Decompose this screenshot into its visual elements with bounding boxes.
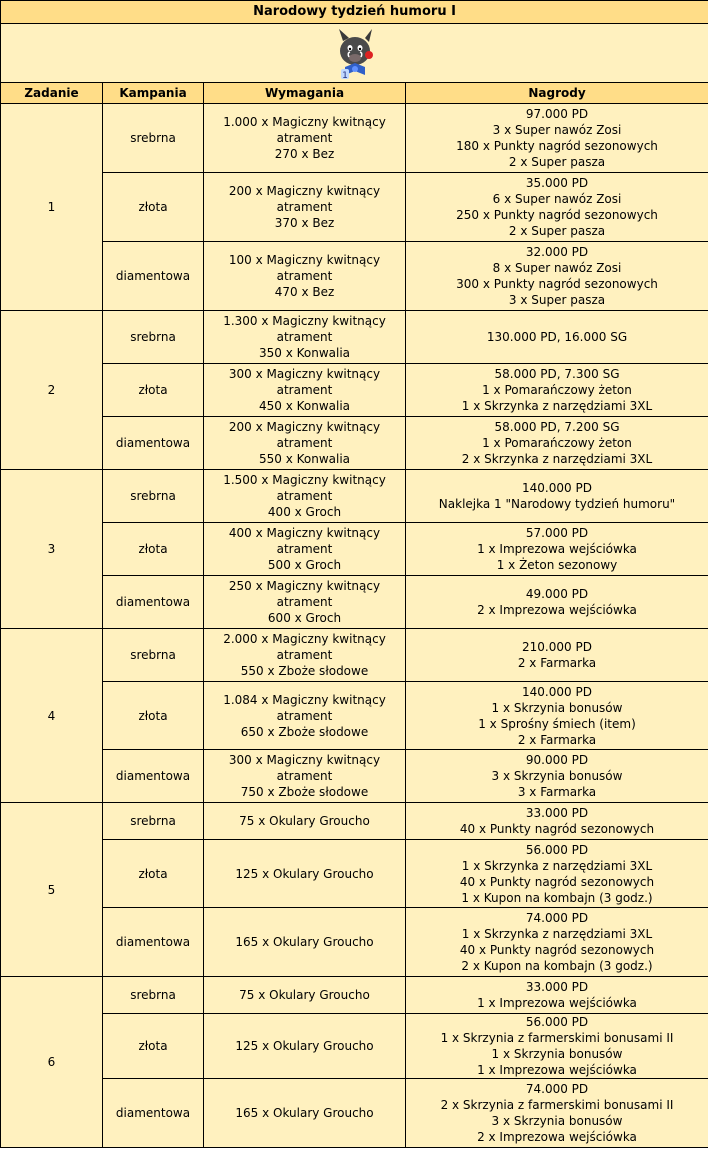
- reward-line: 74.000 PD: [525, 1082, 589, 1096]
- requirement-line: 165 x Okulary Groucho: [235, 1106, 374, 1120]
- reward-line: 56.000 PD: [525, 842, 589, 857]
- campaign-cell: srebrna: [103, 311, 204, 364]
- table-row: [1, 840, 708, 908]
- rewards-cell: [406, 104, 708, 173]
- reward-line: 180 x Punkty nagród sezonowych: [456, 139, 658, 153]
- title-row: [1, 1, 708, 24]
- reward-line: 40 x Punkty nagród sezonowych: [459, 874, 655, 889]
- requirement-line: 750 x Zboże słodowe: [240, 785, 369, 799]
- reward-line: 3 x Farmarka: [517, 785, 597, 799]
- reward-line: 3 x Super nawóz Zosi: [492, 123, 622, 137]
- task-number: 5: [1, 803, 103, 977]
- requirement-line: atrament: [276, 542, 333, 556]
- warthog-mascot-icon: [327, 25, 383, 81]
- header-kampania: Kampania: [103, 83, 204, 104]
- requirement-line: 100 x Magiczny kwitnący: [228, 253, 381, 267]
- rewards-cell: [406, 840, 708, 908]
- rewards-cell: [406, 977, 708, 1014]
- requirement-line: atrament: [276, 436, 333, 450]
- reward-line: 300 x Punkty nagród sezonowych: [456, 277, 658, 291]
- campaign-cell: srebrna: [103, 470, 204, 523]
- reward-line: 2 x Imprezowa wejściówka: [477, 603, 637, 617]
- rewards-cell: [406, 242, 708, 311]
- rewards-cell: [406, 576, 708, 629]
- header-row: [1, 83, 708, 104]
- reward-line: 35.000 PD: [525, 176, 589, 190]
- requirements-cell: [204, 840, 406, 908]
- header-wymagania: Wymagania: [204, 83, 406, 104]
- campaign-cell: diamentowa: [103, 750, 204, 803]
- reward-line: 90.000 PD: [525, 753, 589, 767]
- table-row: [1, 576, 708, 629]
- requirements-cell: [204, 523, 406, 576]
- table-row: [1, 417, 708, 470]
- requirement-line: 1.000 x Magiczny kwitnący: [223, 115, 386, 129]
- reward-line: 33.000 PD: [525, 806, 589, 820]
- table-row: [1, 242, 708, 311]
- table-row: [1, 470, 708, 523]
- campaign-cell: diamentowa: [103, 908, 204, 977]
- requirements-cell: [204, 629, 406, 682]
- requirement-line: 250 x Magiczny kwitnący: [228, 579, 381, 593]
- mascot-badge: 1: [341, 71, 348, 81]
- campaign-cell: diamentowa: [103, 1079, 204, 1148]
- reward-line: 33.000 PD: [525, 980, 589, 994]
- requirement-line: 1.300 x Magiczny kwitnący: [223, 314, 386, 328]
- rewards-cell: [406, 629, 708, 682]
- requirement-line: 500 x Groch: [267, 558, 342, 572]
- table-row: [1, 1014, 708, 1079]
- campaign-cell: srebrna: [103, 977, 204, 1014]
- requirement-line: 125 x Okulary Groucho: [235, 866, 374, 881]
- requirement-line: 400 x Groch: [267, 505, 342, 519]
- table-row: [1, 173, 708, 242]
- header-zadanie: Zadanie: [1, 83, 103, 104]
- reward-line: 1 x Skrzynka z narzędziami 3XL: [461, 858, 653, 873]
- reward-line: 2 x Imprezowa wejściówka: [477, 1130, 637, 1144]
- table-row: [1, 104, 708, 173]
- requirement-line: 370 x Bez: [274, 216, 335, 230]
- reward-line: 130.000 PD, 16.000 SG: [486, 330, 628, 344]
- requirement-line: atrament: [276, 648, 333, 662]
- task-number: 2: [1, 311, 103, 470]
- rewards-cell: [406, 1014, 708, 1079]
- requirement-line: atrament: [276, 489, 333, 503]
- reward-line: 250 x Punkty nagród sezonowych: [456, 208, 658, 222]
- rewards-cell: [406, 417, 708, 470]
- rewards-cell: [406, 750, 708, 803]
- reward-line: 32.000 PD: [525, 245, 589, 259]
- requirements-cell: [204, 104, 406, 173]
- table-row: [1, 523, 708, 576]
- requirement-line: 200 x Magiczny kwitnący: [228, 420, 381, 434]
- reward-line: 3 x Super pasza: [508, 293, 606, 307]
- reward-line: 1 x Sprośny śmiech (item): [478, 716, 636, 731]
- task-number: 3: [1, 470, 103, 629]
- requirement-line: 270 x Bez: [274, 147, 335, 161]
- campaign-cell: złota: [103, 840, 204, 908]
- requirement-line: atrament: [276, 769, 333, 783]
- reward-line: 140.000 PD: [522, 684, 592, 699]
- table-row: [1, 977, 708, 1014]
- reward-line: Naklejka 1 "Narodowy tydzień humoru": [438, 497, 676, 511]
- requirement-line: 300 x Magiczny kwitnący: [228, 753, 381, 767]
- reward-line: 56.000 PD: [525, 1015, 589, 1029]
- reward-line: 3 x Skrzynia bonusów: [491, 1114, 623, 1128]
- reward-line: 210.000 PD: [522, 640, 592, 654]
- reward-line: 3 x Skrzynia bonusów: [491, 769, 623, 783]
- requirement-line: atrament: [276, 708, 333, 723]
- requirement-line: atrament: [276, 131, 333, 145]
- reward-line: 2 x Kupon na kombajn (3 godz.): [461, 959, 653, 973]
- reward-line: 2 x Super pasza: [508, 224, 606, 238]
- requirement-line: 300 x Magiczny kwitnący: [228, 367, 381, 381]
- rewards-cell: [406, 1079, 708, 1148]
- table-row: [1, 908, 708, 977]
- rewards-cell: [406, 173, 708, 242]
- requirements-cell: [204, 977, 406, 1014]
- requirements-cell: [204, 242, 406, 311]
- requirements-cell: [204, 576, 406, 629]
- reward-line: 1 x Skrzynka z narzędziami 3XL: [461, 927, 653, 941]
- reward-line: 140.000 PD: [522, 481, 592, 495]
- reward-line: 1 x Imprezowa wejściówka: [477, 1063, 637, 1077]
- reward-line: 58.000 PD, 7.200 SG: [494, 420, 620, 434]
- requirements-cell: [204, 1079, 406, 1148]
- reward-line: 2 x Farmarka: [517, 656, 597, 670]
- requirement-line: 350 x Konwalia: [258, 346, 351, 360]
- table-row: [1, 311, 708, 364]
- reward-line: 2 x Super pasza: [508, 155, 606, 169]
- requirement-line: atrament: [276, 269, 333, 283]
- requirements-cell: [204, 364, 406, 417]
- requirement-line: 450 x Konwalia: [258, 399, 351, 413]
- requirement-line: 1.084 x Magiczny kwitnący: [223, 692, 386, 707]
- campaign-cell: diamentowa: [103, 242, 204, 311]
- campaign-cell: srebrna: [103, 629, 204, 682]
- requirements-cell: [204, 1014, 406, 1079]
- campaign-cell: złota: [103, 173, 204, 242]
- reward-line: 1 x Pomarańczowy żeton: [482, 436, 632, 450]
- requirements-cell: [204, 803, 406, 840]
- rewards-cell: [406, 803, 708, 840]
- requirement-line: 200 x Magiczny kwitnący: [228, 184, 381, 198]
- requirement-line: 75 x Okulary Groucho: [239, 814, 370, 828]
- campaign-cell: złota: [103, 1014, 204, 1079]
- reward-line: 1 x Imprezowa wejściówka: [477, 542, 637, 556]
- requirement-line: 600 x Groch: [267, 611, 342, 625]
- rewards-cell: [406, 311, 708, 364]
- reward-line: 2 x Farmarka: [517, 732, 597, 747]
- requirement-line: atrament: [276, 200, 333, 214]
- rewards-cell: [406, 682, 708, 750]
- table-row: [1, 364, 708, 417]
- requirement-line: 2.000 x Magiczny kwitnący: [223, 632, 386, 646]
- reward-line: 1 x Kupon na kombajn (3 godz.): [461, 890, 653, 905]
- reward-line: 1 x Skrzynia bonusów: [491, 1047, 623, 1061]
- reward-line: 58.000 PD, 7.300 SG: [494, 367, 620, 381]
- header-nagrody: Nagrody: [406, 83, 708, 104]
- campaign-cell: srebrna: [103, 104, 204, 173]
- requirements-cell: [204, 173, 406, 242]
- table-row: [1, 682, 708, 750]
- campaign-cell: diamentowa: [103, 576, 204, 629]
- reward-line: 1 x Imprezowa wejściówka: [477, 996, 637, 1010]
- mascot-row: [1, 24, 708, 83]
- reward-line: 1 x Żeton sezonowy: [496, 558, 618, 572]
- requirements-cell: [204, 417, 406, 470]
- requirements-cell: [204, 908, 406, 977]
- requirement-line: 125 x Okulary Groucho: [235, 1039, 374, 1053]
- table-row: [1, 629, 708, 682]
- table-row: [1, 803, 708, 840]
- reward-line: 1 x Pomarańczowy żeton: [482, 383, 632, 397]
- task-number: 6: [1, 977, 103, 1148]
- rewards-cell: [406, 364, 708, 417]
- task-number: 4: [1, 629, 103, 803]
- requirement-line: atrament: [276, 330, 333, 344]
- reward-line: 8 x Super nawóz Zosi: [492, 261, 622, 275]
- requirement-line: 75 x Okulary Groucho: [239, 988, 370, 1002]
- task-number: 1: [1, 104, 103, 311]
- requirement-line: 165 x Okulary Groucho: [235, 935, 374, 949]
- reward-line: 74.000 PD: [525, 911, 589, 925]
- campaign-cell: złota: [103, 364, 204, 417]
- requirement-line: atrament: [276, 383, 333, 397]
- campaign-cell: złota: [103, 523, 204, 576]
- rewards-cell: [406, 908, 708, 977]
- reward-line: 57.000 PD: [525, 526, 589, 540]
- requirement-line: atrament: [276, 595, 333, 609]
- table-row: [1, 750, 708, 803]
- requirements-cell: [204, 470, 406, 523]
- requirement-line: 400 x Magiczny kwitnący: [228, 526, 381, 540]
- table-row: [1, 1079, 708, 1148]
- requirement-line: 550 x Zboże słodowe: [240, 664, 369, 678]
- reward-line: 49.000 PD: [525, 587, 589, 601]
- reward-line: 40 x Punkty nagród sezonowych: [459, 943, 655, 957]
- requirements-cell: [204, 750, 406, 803]
- reward-line: 6 x Super nawóz Zosi: [492, 192, 622, 206]
- rewards-cell: [406, 523, 708, 576]
- reward-line: 1 x Skrzynia z farmerskimi bonusami II: [440, 1031, 674, 1045]
- reward-line: 97.000 PD: [525, 107, 589, 121]
- requirement-line: 1.500 x Magiczny kwitnący: [223, 473, 386, 487]
- reward-line: 1 x Skrzynka z narzędziami 3XL: [461, 399, 653, 413]
- campaign-cell: diamentowa: [103, 417, 204, 470]
- requirement-line: 550 x Konwalia: [258, 452, 351, 466]
- reward-line: 2 x Skrzynia z farmerskimi bonusami II: [440, 1098, 674, 1112]
- requirements-cell: [204, 311, 406, 364]
- page-title: Narodowy tydzień humoru I: [1, 1, 708, 24]
- requirements-cell: [204, 682, 406, 750]
- mascot-cell: [1, 24, 708, 83]
- reward-line: 1 x Skrzynia bonusów: [491, 700, 623, 715]
- requirement-line: 470 x Bez: [274, 285, 335, 299]
- reward-line: 40 x Punkty nagród sezonowych: [459, 822, 655, 836]
- requirement-line: 650 x Zboże słodowe: [240, 724, 369, 739]
- campaign-cell: srebrna: [103, 803, 204, 840]
- campaign-cell: złota: [103, 682, 204, 750]
- reward-line: 2 x Skrzynka z narzędziami 3XL: [461, 452, 653, 466]
- rewards-cell: [406, 470, 708, 523]
